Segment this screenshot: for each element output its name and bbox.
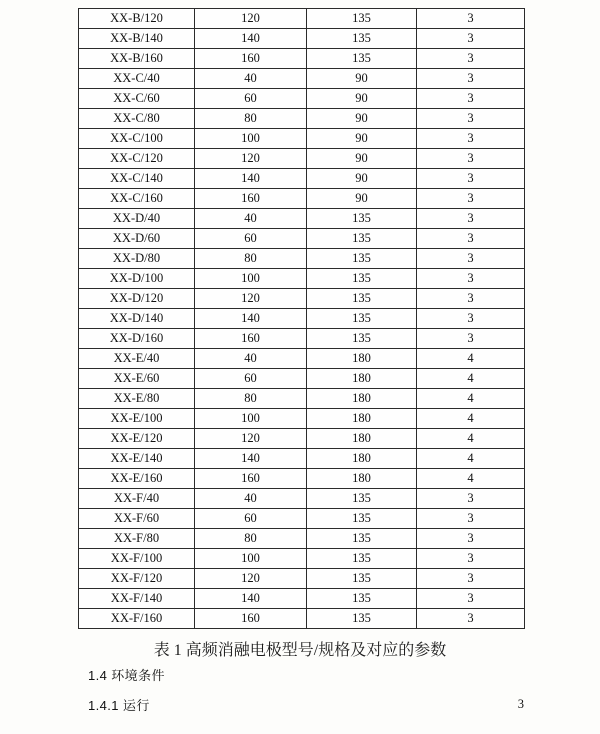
table-cell: XX-F/40: [79, 489, 195, 509]
table-row: [79, 509, 525, 529]
table-cell: 180: [307, 409, 417, 429]
table-cell: XX-F/120: [79, 569, 195, 589]
table-row: [79, 469, 525, 489]
table-cell: 140: [195, 449, 307, 469]
table-cell: 135: [307, 9, 417, 29]
table-cell: 90: [307, 109, 417, 129]
table-cell: XX-D/100: [79, 269, 195, 289]
parameter-table-container: [78, 8, 524, 629]
table-cell: XX-C/80: [79, 109, 195, 129]
table-row: [79, 369, 525, 389]
table-row: [79, 309, 525, 329]
table-cell: 80: [195, 389, 307, 409]
table-cell: 60: [195, 509, 307, 529]
table-row: [79, 189, 525, 209]
table-row: [79, 229, 525, 249]
table-cell: 160: [195, 189, 307, 209]
table-cell: 100: [195, 129, 307, 149]
table-row: [79, 289, 525, 309]
table-cell: 3: [417, 69, 525, 89]
table-row: [79, 529, 525, 549]
table-cell: 4: [417, 449, 525, 469]
table-row: [79, 549, 525, 569]
table-cell: 180: [307, 369, 417, 389]
table-cell: XX-E/100: [79, 409, 195, 429]
table-cell: 4: [417, 389, 525, 409]
table-row: [79, 329, 525, 349]
table-row: [79, 169, 525, 189]
table-cell: 40: [195, 489, 307, 509]
table-cell: 135: [307, 589, 417, 609]
table-row: [79, 49, 525, 69]
table-cell: 180: [307, 469, 417, 489]
table-cell: XX-C/160: [79, 189, 195, 209]
table-cell: 3: [417, 249, 525, 269]
table-cell: 4: [417, 349, 525, 369]
table-cell: 4: [417, 469, 525, 489]
table-cell: 40: [195, 349, 307, 369]
section-heading-environment: 1.4 环境条件: [88, 668, 165, 683]
table-cell: 160: [195, 329, 307, 349]
table-cell: 80: [195, 109, 307, 129]
table-cell: XX-B/140: [79, 29, 195, 49]
table-cell: 100: [195, 269, 307, 289]
table-cell: 100: [195, 549, 307, 569]
table-cell: XX-D/140: [79, 309, 195, 329]
table-cell: 3: [417, 129, 525, 149]
page-number: 3: [517, 697, 524, 711]
table-row: [79, 389, 525, 409]
table-row: [79, 269, 525, 289]
table-cell: XX-E/40: [79, 349, 195, 369]
table-cell: XX-D/160: [79, 329, 195, 349]
table-cell: 140: [195, 169, 307, 189]
table-cell: XX-C/120: [79, 149, 195, 169]
table-cell: 180: [307, 429, 417, 449]
table-cell: 3: [417, 149, 525, 169]
table-cell: 135: [307, 569, 417, 589]
table-cell: XX-E/160: [79, 469, 195, 489]
table-cell: 160: [195, 609, 307, 629]
table-cell: 160: [195, 469, 307, 489]
table-cell: 135: [307, 269, 417, 289]
table-cell: 135: [307, 529, 417, 549]
table-cell: 3: [417, 109, 525, 129]
table-row: [79, 29, 525, 49]
table-cell: 180: [307, 349, 417, 369]
table-caption-holder: [0, 637, 600, 660]
parameter-table: [78, 8, 525, 629]
table-cell: 90: [307, 89, 417, 109]
table-row: [79, 129, 525, 149]
table-row: [79, 209, 525, 229]
table-cell: 120: [195, 289, 307, 309]
table-cell: 120: [195, 149, 307, 169]
table-cell: XX-F/100: [79, 549, 195, 569]
table-cell: 120: [195, 429, 307, 449]
table-cell: 135: [307, 209, 417, 229]
table-cell: 3: [417, 209, 525, 229]
table-cell: 3: [417, 9, 525, 29]
table-cell: XX-E/60: [79, 369, 195, 389]
table-row: [79, 89, 525, 109]
table-cell: 3: [417, 529, 525, 549]
table-cell: XX-B/120: [79, 9, 195, 29]
table-cell: 3: [417, 609, 525, 629]
table-cell: XX-C/60: [79, 89, 195, 109]
section-heading-operation: 1.4.1 运行: [88, 698, 150, 713]
table-cell: 80: [195, 529, 307, 549]
table-row: [79, 69, 525, 89]
table-cell: XX-E/80: [79, 389, 195, 409]
table-cell: 3: [417, 489, 525, 509]
table-cell: 60: [195, 229, 307, 249]
table-cell: XX-B/160: [79, 49, 195, 69]
table-cell: 120: [195, 9, 307, 29]
table-cell: XX-C/100: [79, 129, 195, 149]
table-row: [79, 349, 525, 369]
table-cell: 135: [307, 489, 417, 509]
table-cell: 140: [195, 589, 307, 609]
table-row: [79, 149, 525, 169]
table-cell: 3: [417, 329, 525, 349]
table-cell: 135: [307, 229, 417, 249]
table-cell: 135: [307, 329, 417, 349]
table-cell: 90: [307, 189, 417, 209]
table-cell: XX-D/60: [79, 229, 195, 249]
table-cell: 180: [307, 389, 417, 409]
table-cell: 120: [195, 569, 307, 589]
table-cell: 135: [307, 609, 417, 629]
table-row: [79, 489, 525, 509]
table-cell: 60: [195, 89, 307, 109]
table-cell: 90: [307, 69, 417, 89]
table-cell: 135: [307, 509, 417, 529]
table-cell: 135: [307, 549, 417, 569]
table-cell: 3: [417, 289, 525, 309]
table-cell: 40: [195, 69, 307, 89]
table-cell: 160: [195, 49, 307, 69]
table-row: [79, 589, 525, 609]
table-cell: XX-E/140: [79, 449, 195, 469]
table-caption: 表 1 高频消融电极型号/规格及对应的参数: [153, 642, 447, 659]
table-cell: 40: [195, 209, 307, 229]
table-cell: 135: [307, 29, 417, 49]
table-cell: 140: [195, 29, 307, 49]
table-cell: XX-C/140: [79, 169, 195, 189]
table-cell: 3: [417, 569, 525, 589]
table-cell: 3: [417, 189, 525, 209]
table-cell: 90: [307, 129, 417, 149]
table-cell: 80: [195, 249, 307, 269]
table-cell: 90: [307, 149, 417, 169]
table-cell: 3: [417, 549, 525, 569]
table-cell: 3: [417, 309, 525, 329]
table-cell: 4: [417, 409, 525, 429]
table-cell: XX-D/120: [79, 289, 195, 309]
table-cell: XX-F/140: [79, 589, 195, 609]
parameter-table-body: [79, 9, 525, 629]
table-row: [79, 429, 525, 449]
table-cell: 3: [417, 509, 525, 529]
table-cell: 3: [417, 29, 525, 49]
table-cell: 3: [417, 49, 525, 69]
table-cell: 180: [307, 449, 417, 469]
table-cell: XX-F/160: [79, 609, 195, 629]
table-row: [79, 409, 525, 429]
table-row: [79, 609, 525, 629]
table-cell: 90: [307, 169, 417, 189]
table-cell: 3: [417, 89, 525, 109]
table-cell: 3: [417, 269, 525, 289]
table-row: [79, 569, 525, 589]
table-cell: 3: [417, 589, 525, 609]
table-cell: 3: [417, 229, 525, 249]
table-cell: 135: [307, 289, 417, 309]
table-cell: 100: [195, 409, 307, 429]
table-cell: XX-F/60: [79, 509, 195, 529]
table-row: [79, 109, 525, 129]
table-cell: 4: [417, 429, 525, 449]
table-cell: 4: [417, 369, 525, 389]
table-cell: 135: [307, 49, 417, 69]
table-cell: XX-C/40: [79, 69, 195, 89]
table-cell: XX-E/120: [79, 429, 195, 449]
table-cell: XX-F/80: [79, 529, 195, 549]
table-cell: XX-D/80: [79, 249, 195, 269]
table-cell: 140: [195, 309, 307, 329]
table-row: [79, 249, 525, 269]
table-cell: 135: [307, 249, 417, 269]
table-cell: 3: [417, 169, 525, 189]
table-cell: XX-D/40: [79, 209, 195, 229]
table-row: [79, 9, 525, 29]
table-row: [79, 449, 525, 469]
table-cell: 60: [195, 369, 307, 389]
table-cell: 135: [307, 309, 417, 329]
